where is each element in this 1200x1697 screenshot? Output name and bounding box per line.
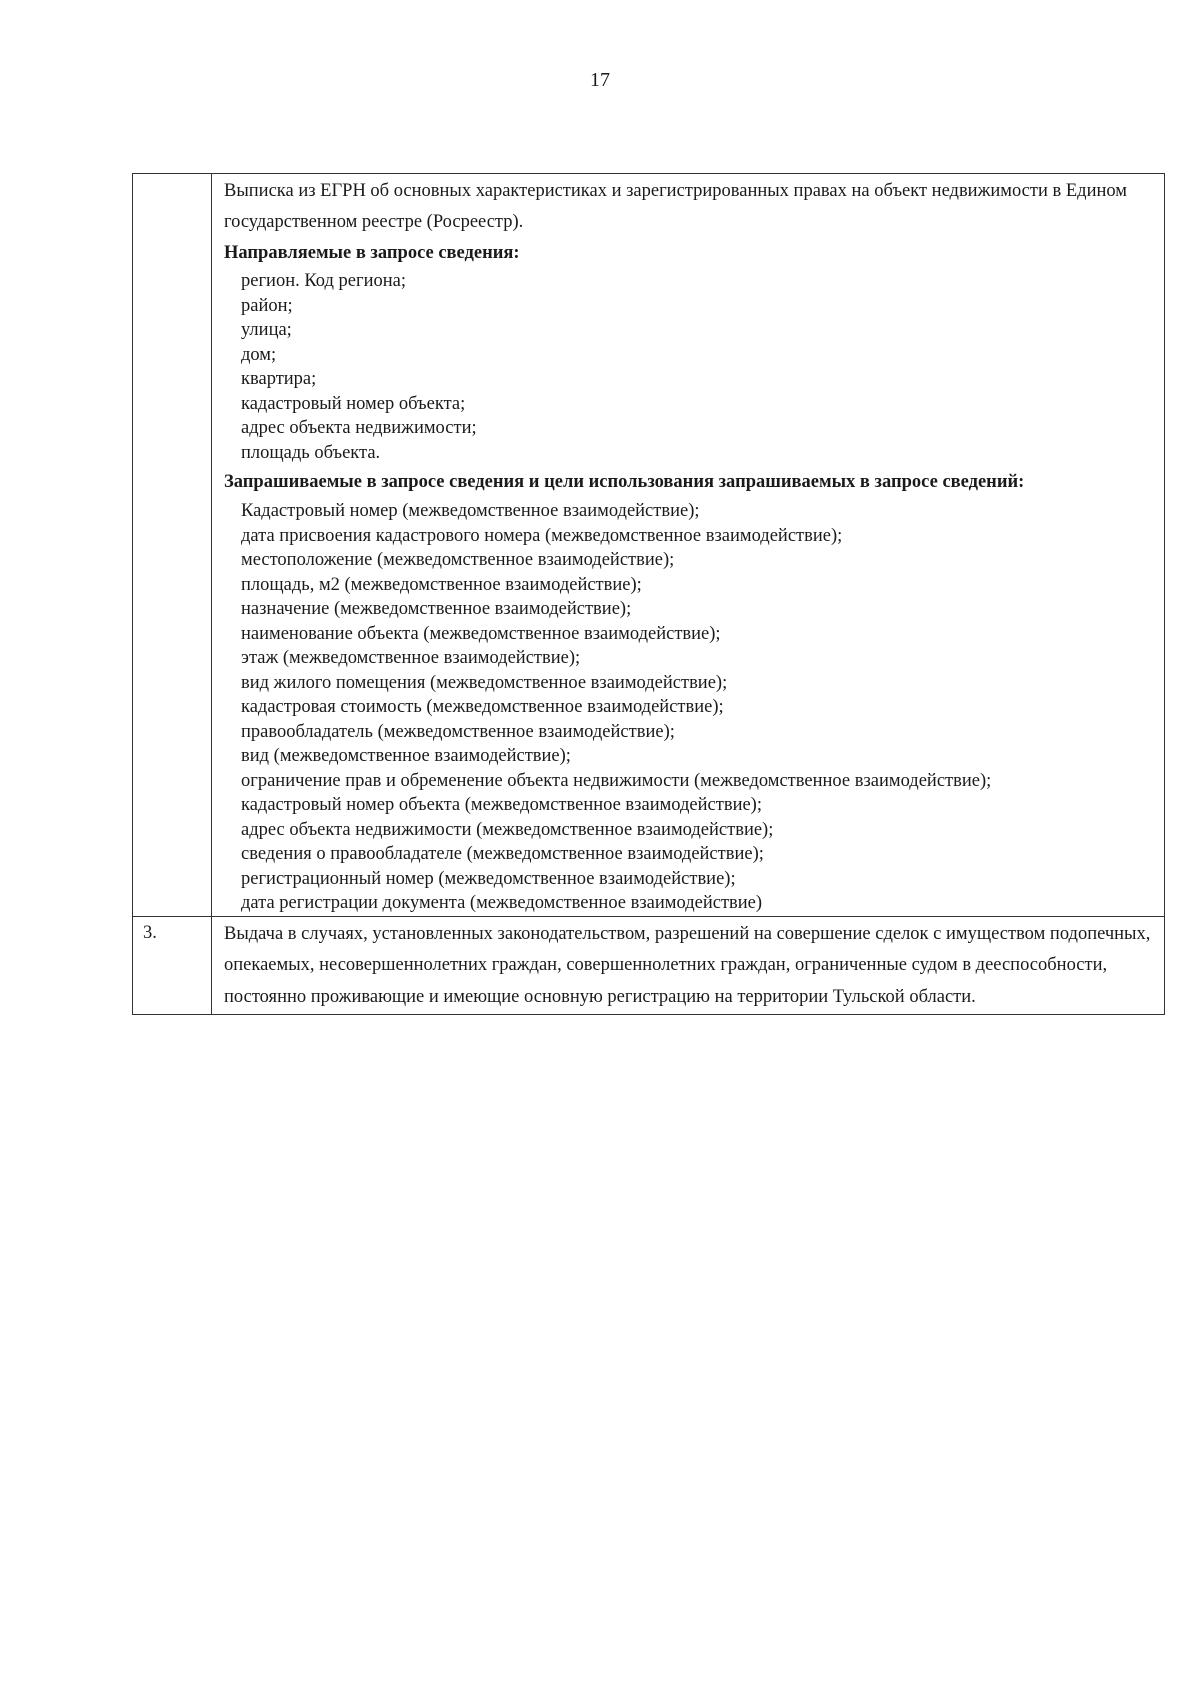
list-item: наименование объекта (межведомственное взаимодействие); — [241, 623, 721, 644]
row-content-cell — [212, 174, 1165, 917]
list-item: квартира; — [241, 369, 317, 389]
table-row — [133, 916, 1165, 1015]
list-item: кадастровый номер объекта (межведомственное взаимодействие); — [241, 795, 762, 815]
services-table — [132, 173, 1165, 1015]
list-item: местоположение (межведомственное взаимодействие); — [241, 550, 675, 570]
list-item: сведения о правообладателе (межведомственное взаимодействие); — [241, 844, 764, 864]
sent-data-list — [224, 269, 1156, 467]
list-item: ограничение прав и обременение объекта недвижимости (межведомственное взаимодействие); — [241, 770, 992, 791]
list-item: район; — [241, 295, 293, 316]
requested-data-heading: Запрашиваемые в запросе сведения и цели использования запрашиваемых в запросе сведений: — [224, 472, 1025, 492]
list-item: площадь объекта. — [241, 442, 381, 463]
sent-data-heading: Направляемые в запросе сведения: — [224, 243, 520, 263]
requested-data-list — [224, 498, 1156, 916]
list-item: дата присвоения кадастрового номера (межведомственное взаимодействие); — [241, 525, 843, 546]
page-number: 17 — [590, 69, 610, 91]
list-item: Кадастровый номер (межведомственное взаимодействие); — [241, 501, 700, 521]
list-item: дом; — [241, 344, 277, 365]
document-title: Выписка из ЕГРН об основных характеристиках и зарегистрированных правах на объект недвижимости в Едином государственном реестре (Росреестр). — [224, 181, 1127, 232]
list-item: адрес объекта недвижимости; — [241, 418, 477, 438]
list-item: правообладатель (межведомственное взаимодействие); — [241, 721, 675, 742]
list-item: вид жилого помещения (межведомственное взаимодействие); — [241, 672, 728, 693]
list-item: регион. Код региона; — [241, 271, 406, 291]
list-item: этаж (межведомственное взаимодействие); — [241, 648, 581, 668]
list-item: назначение (межведомственное взаимодействие); — [241, 599, 632, 619]
row-content-cell — [212, 916, 1165, 1015]
list-item: кадастровая стоимость (межведомственное взаимодействие); — [241, 697, 724, 717]
list-item: площадь, м2 (межведомственное взаимодействие); — [241, 574, 642, 595]
list-item: регистрационный номер (межведомственное взаимодействие); — [241, 868, 736, 889]
list-item: дата регистрации документа (межведомственное взаимодействие) — [241, 893, 763, 913]
list-item: улица; — [241, 320, 292, 340]
list-item: кадастровый номер объекта; — [241, 393, 466, 414]
row-number-cell — [133, 174, 212, 917]
list-item: адрес объекта недвижимости (межведомственное взаимодействие); — [241, 819, 774, 840]
list-item: вид (межведомственное взаимодействие); — [241, 746, 571, 766]
table-row — [133, 174, 1165, 917]
row-number-cell: 3. — [133, 916, 212, 1015]
service-description: Выдача в случаях, установленных законодательством, разрешений на совершение сделок с имуществом подопечных, опекаемых, несовершеннолетних граждан, совершеннолетних граждан, ограниченные судом в дееспособности, постоянно проживающие и имеющие основную регистрацию на территории Тульской области. — [224, 923, 1151, 1007]
